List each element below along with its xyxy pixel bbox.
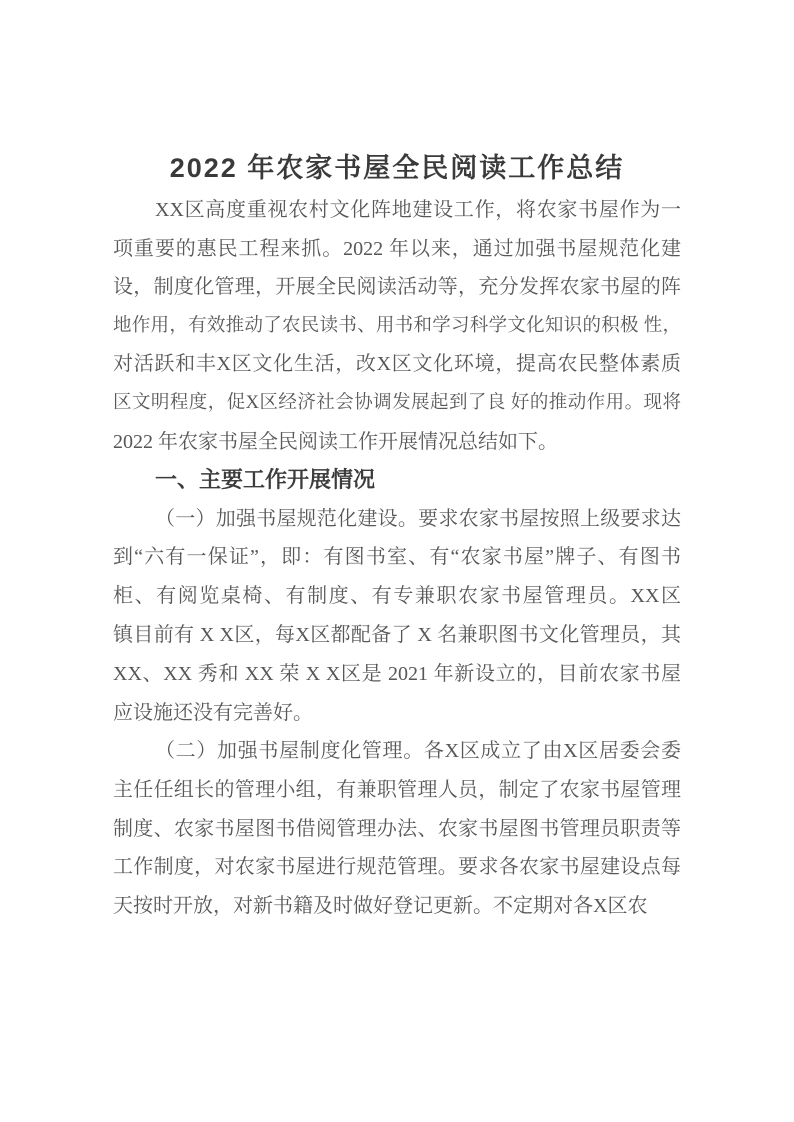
text-line: 制度、农家书屋图书借阅管理办法、农家书屋图书管理员职责等 (113, 817, 681, 840)
text-line: XX区高度重视农村文化阵地建设工作，将农家书屋作为一 (155, 199, 681, 221)
text-line: XX、XX 秀和 XX 荣 X X区是 2021 年新设立的，目前农家书屋 (113, 662, 681, 685)
text-line: 设，制度化管理，开展全民阅读活动等，充分发挥农家书屋的阵 (113, 276, 681, 298)
text-line: 区文明程度，促X区经济社会协调发展起到了良 好的推动作用。现将 (113, 393, 681, 413)
text-line: 柜、有阅览桌椅、有制度、有专兼职农家书屋管理员。XX区 (113, 584, 681, 607)
text-line: 镇目前有 X X区，每X区都配备了 X 名兼职图书文化管理员，其 (113, 623, 681, 646)
text-line: 应设施还没有完善好。 (113, 701, 313, 724)
text-line: （二）加强书屋制度化管理。各X区成立了由X区居委会委 (155, 740, 681, 762)
text-line: 2022 年农家书屋全民阅读工作开展情况总结如下。 (113, 430, 558, 453)
text-line: 到“六有一保证”，即：有图书室、有“农家书屋”牌子、有图书 (113, 546, 681, 568)
text-line: 对活跃和丰X区文化生活，改X区文化环境，提高农民整体素质 (113, 353, 681, 375)
paragraph-one (113, 500, 681, 733)
section-heading-1: 一、主要工作开展情况 (155, 467, 376, 492)
text-line: 天按时开放，对新书籍及时做好登记更新。不定期对各X区农 (113, 894, 648, 917)
document-title: 2022 年农家书屋全民阅读工作总结 (169, 153, 625, 183)
text-line: （一）加强书屋规范化建设。要求农家书屋按照上级要求达 (155, 507, 681, 530)
text-line: 项重要的惠民工程来抓。2022 年以来，通过加强书屋规范化建 (113, 237, 681, 260)
paragraph-two (113, 732, 681, 925)
text-line: 主任任组长的管理小组，有兼职管理人员，制定了农家书屋管理 (113, 779, 681, 801)
paragraph-intro (113, 191, 681, 461)
text-line: 工作制度，对农家书屋进行规范管理。要求各农家书屋建设点每 (113, 856, 681, 878)
text-line: 地作用，有效推动了农民读书、用书和学习科学文化知识的积极 性， (113, 315, 681, 336)
